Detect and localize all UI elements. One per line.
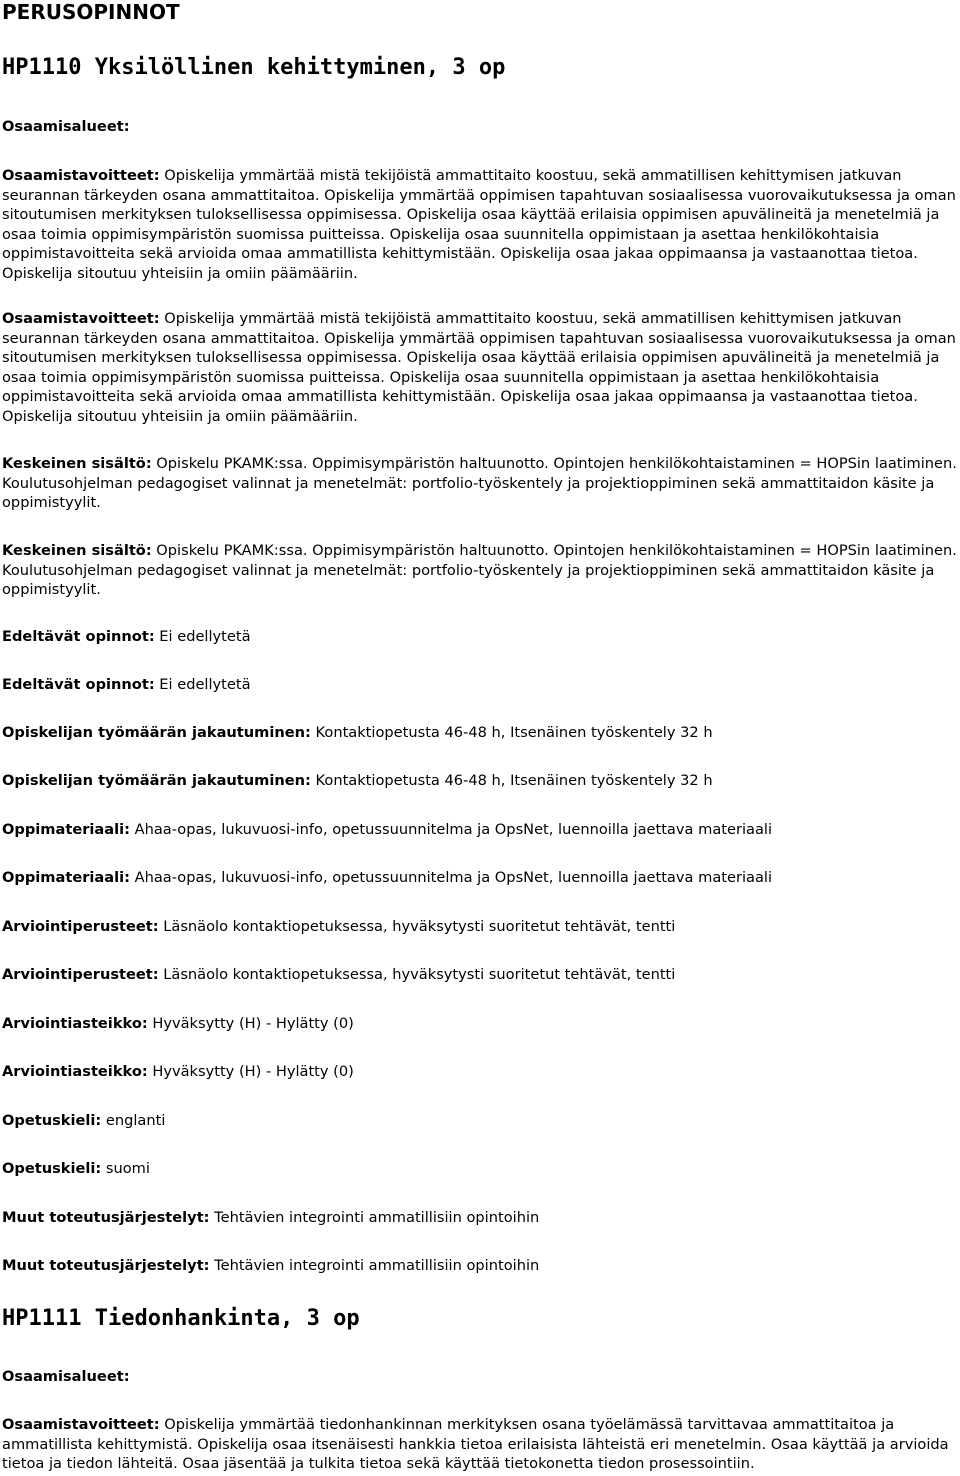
course-title-hp1111: HP1111 Tiedonhankinta, 3 op: [2, 1306, 360, 1331]
field-value: Ei edellytetä: [154, 676, 251, 693]
edeltavat-opinnot-field: [2, 627, 958, 647]
osaamisalueet-field: [2, 1367, 958, 1387]
osaamisalueet-field: [2, 117, 958, 137]
field-label: Opiskelijan työmäärän jakautuminen:: [2, 724, 311, 741]
field-label: Oppimateriaali:: [2, 821, 130, 838]
field-label: Arviointiperusteet:: [2, 918, 159, 935]
opetuskieli-field: [2, 1159, 958, 1179]
field-label: Osaamisalueet:: [2, 118, 130, 135]
osaamistavoitteet-field: [2, 309, 958, 426]
field-label: Oppimateriaali:: [2, 869, 130, 886]
field-value: Tehtävien integrointi ammatillisiin opintoihin: [209, 1209, 540, 1226]
field-label: Opetuskieli:: [2, 1112, 102, 1129]
field-label: Osaamistavoitteet:: [2, 167, 160, 184]
field-label: Arviointiperusteet:: [2, 966, 159, 983]
field-label: Arviointiasteikko:: [2, 1063, 148, 1080]
field-value: Kontaktiopetusta 46-48 h, Itsenäinen työskentely 32 h: [310, 724, 713, 741]
field-value: Hyväksytty (H) - Hylätty (0): [147, 1063, 354, 1080]
osaamistavoitteet-field: [2, 166, 958, 283]
field-value: Kontaktiopetusta 46-48 h, Itsenäinen työskentely 32 h: [310, 772, 713, 789]
field-value: Ahaa-opas, lukuvuosi-info, opetussuunnitelma ja OpsNet, luennoilla jaettava materiaali: [129, 869, 773, 886]
field-value: englanti: [101, 1112, 166, 1129]
field-value: Opiskelija ymmärtää mistä tekijöistä ammattitaito koostuu, sekä ammatillisen kehittymisen jatkuvan seurannan tärkeyden osana ammattitaitoa. Opiskelija ymmärtää oppimisen tapahtuvan sosiaalisessa vuorovaikutuksessa ja oman sitoutumisen merkityksen tuloksellisessa oppimisessa. Opiskelija osaa käyttää erilaisia oppimisen apuvälineitä ja menetelmiä ja osaa toimia oppimisympäristön suomissa puitteissa. Opiskelija osaa suunnitella oppimistaan ja asettaa henkilökohtaisia oppimistavoitteita sekä arvioida omaa ammatillista kehittymistään. Opiskelija osaa jakaa oppimaansa ja vastaanottaa tietoa. Opiskelija sitoutuu yhteisiin ja omiin päämääriin.: [2, 167, 956, 282]
field-label: Opiskelijan työmäärän jakautuminen:: [2, 772, 311, 789]
field-value: Hyväksytty (H) - Hylätty (0): [147, 1015, 354, 1032]
field-value: Läsnäolo kontaktiopetuksessa, hyväksytysti suoritetut tehtävät, tentti: [158, 966, 676, 983]
field-value: Läsnäolo kontaktiopetuksessa, hyväksytysti suoritetut tehtävät, tentti: [158, 918, 676, 935]
muut-toteutusjarjestelyt-field: [2, 1256, 958, 1276]
keskeinen-sisalto-field: [2, 541, 958, 600]
course-title-hp1110: HP1110 Yksilöllinen kehittyminen, 3 op: [2, 55, 506, 80]
arviointiasteikko-field: [2, 1062, 958, 1082]
field-value: Ahaa-opas, lukuvuosi-info, opetussuunnitelma ja OpsNet, luennoilla jaettava materiaali: [129, 821, 773, 838]
field-value: Opiskelija ymmärtää tiedonhankinnan merkityksen osana työelämässä tarvittavaa ammattitaitoa ja ammatillista kehittymistä. Opiskelija osaa itsenäisesti hankkia tietoa erilaisista lähteistä eri menetelmin. Osaa käyttää ja arvioida tietoa ja tiedon lähteitä. Osaa jäsentää ja tulkita tietoa sekä käyttää tietokonetta tiedon prosessointiin.: [2, 1416, 949, 1472]
field-value: Tehtävien integrointi ammatillisiin opintoihin: [209, 1257, 540, 1274]
tyomaara-field: [2, 771, 958, 791]
field-label: Keskeinen sisältö:: [2, 455, 152, 472]
arviointiperusteet-field: [2, 917, 958, 937]
field-value: suomi: [101, 1160, 150, 1177]
arviointiasteikko-field: [2, 1014, 958, 1034]
field-label: Edeltävät opinnot:: [2, 676, 155, 693]
field-label: Osaamistavoitteet:: [2, 310, 160, 327]
field-label: Arviointiasteikko:: [2, 1015, 148, 1032]
oppimateriaali-field: [2, 820, 958, 840]
field-value: Opiskelija ymmärtää mistä tekijöistä ammattitaito koostuu, sekä ammatillisen kehittymisen jatkuvan seurannan tärkeyden osana ammattitaitoa. Opiskelija ymmärtää oppimisen tapahtuvan sosiaalisessa vuorovaikutuksessa ja oman sitoutumisen merkityksen tuloksellisessa oppimisessa. Opiskelija osaa käyttää erilaisia oppimisen apuvälineitä ja menetelmiä ja osaa toimia oppimisympäristön suomissa puitteissa. Opiskelija osaa suunnitella oppimistaan ja asettaa henkilökohtaisia oppimistavoitteita sekä arvioida omaa ammatillista kehittymistään. Opiskelija osaa jakaa oppimaansa ja vastaanottaa tietoa. Opiskelija sitoutuu yhteisiin ja omiin päämääriin.: [2, 310, 956, 425]
edeltavat-opinnot-field: [2, 675, 958, 695]
field-label: Keskeinen sisältö:: [2, 542, 152, 559]
opetuskieli-field: [2, 1111, 958, 1131]
oppimateriaali-field: [2, 868, 958, 888]
field-label: Muut toteutusjärjestelyt:: [2, 1209, 210, 1226]
field-label: Osaamistavoitteet:: [2, 1416, 160, 1433]
field-value: Ei edellytetä: [154, 628, 251, 645]
field-label: Osaamisalueet:: [2, 1368, 130, 1385]
osaamistavoitteet-field: [2, 1415, 958, 1474]
page-title: PERUSOPINNOT: [2, 0, 180, 24]
field-label: Muut toteutusjärjestelyt:: [2, 1257, 210, 1274]
arviointiperusteet-field: [2, 965, 958, 985]
field-label: Opetuskieli:: [2, 1160, 102, 1177]
field-value: Opiskelu PKAMK:ssa. Oppimisympäristön haltuunotto. Opintojen henkilökohtaistaminen = HOPSin laatiminen. Koulutusohjelman pedagogiset valinnat ja menetelmät: portfolio-työskentely ja projektioppiminen sekä ammattitaidon käsite ja oppimistyylit.: [2, 455, 957, 511]
keskeinen-sisalto-field: [2, 454, 958, 513]
tyomaara-field: [2, 723, 958, 743]
field-value: Opiskelu PKAMK:ssa. Oppimisympäristön haltuunotto. Opintojen henkilökohtaistaminen = HOPSin laatiminen. Koulutusohjelman pedagogiset valinnat ja menetelmät: portfolio-työskentely ja projektioppiminen sekä ammattitaidon käsite ja oppimistyylit.: [2, 542, 957, 598]
field-label: Edeltävät opinnot:: [2, 628, 155, 645]
muut-toteutusjarjestelyt-field: [2, 1208, 958, 1228]
